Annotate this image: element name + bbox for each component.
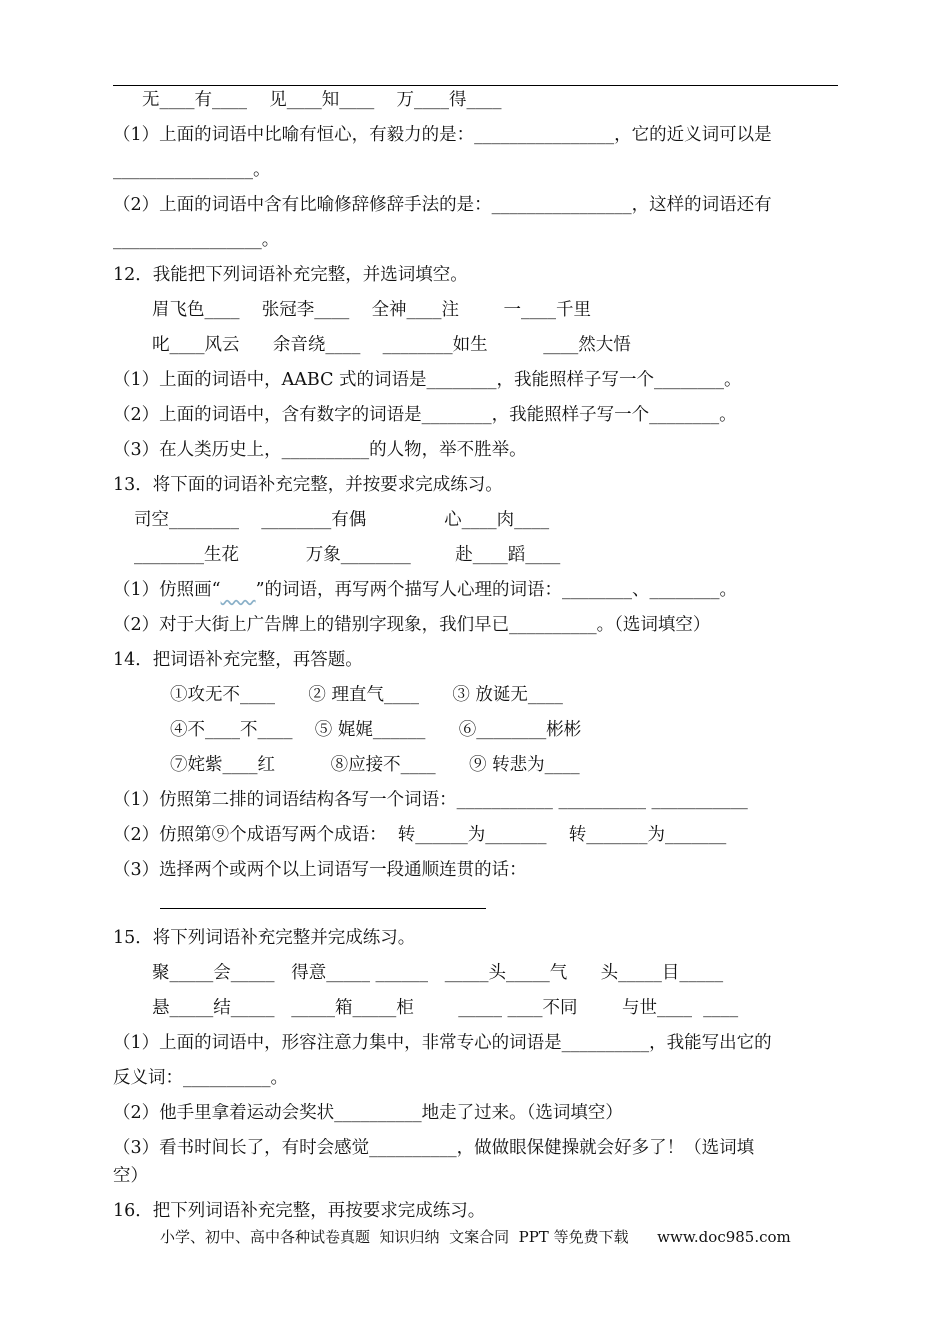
question-15-sub-3-line1: （3）看书时间长了，有时会感觉__________，做做眼保健操就会好多了！（选词填 <box>113 1138 755 1158</box>
question-13-words-row2: ________生花 万象________ 赴____蹈____ <box>134 545 561 565</box>
wavy-underline-mark <box>221 580 256 600</box>
question-12-title: 12．我能把下列词语补充完整，并选词填空。 <box>113 265 468 285</box>
question-sub-1-line2: ________________。 <box>113 160 271 180</box>
question-13-sub-1 <box>113 578 737 602</box>
question-13-title: 13．将下面的词语补充完整，并按要求完成练习。 <box>113 475 503 495</box>
word-row-top: 无____有____ 见____知____ 万____得____ <box>142 90 502 110</box>
question-12-words-row1: 眉飞色____ 张冠李____ 全神____注 一____千里 <box>152 300 592 320</box>
question-13-sub-1-start: （1）仿照画“ <box>113 580 221 600</box>
question-12-sub-1: （1）上面的词语中，AABC 式的词语是________，我能照样子写一个________。 <box>113 370 742 390</box>
question-14-sub-1: （1）仿照第二排的词语结构各写一个词语：___________ __________ ___________ <box>113 790 748 810</box>
question-12-words-row2: 叱____风云 余音绕____ ________如生 ____然大悟 <box>152 335 631 355</box>
question-15-title: 15．将下列词语补充完整并完成练习。 <box>113 928 416 948</box>
question-15-sub-3-line2: 空） <box>113 1166 148 1186</box>
question-12-sub-3: （3）在人类历史上，__________的人物，举不胜举。 <box>113 440 527 460</box>
answer-line <box>160 908 486 909</box>
question-14-words-row1: ①攻无不____ ② 理直气____ ③ 放诞无____ <box>170 685 563 705</box>
question-sub-2-line2: _________________。 <box>113 230 280 250</box>
question-15-words-row1: 聚_____会_____ 得意_____ ______ _____头_____气 头_____目_____ <box>152 963 724 983</box>
question-sub-1-line1: （1）上面的词语中比喻有恒心，有毅力的是：________________，它的近义词可以是 <box>113 125 772 145</box>
question-15-words-row2: 悬_____结_____ _____箱_____柜 _____ ____不同 与世____ ____ <box>152 998 739 1018</box>
question-16-title: 16．把下列词语补充完整，再按要求完成练习。 <box>113 1201 486 1221</box>
question-14-title: 14．把词语补充完整，再答题。 <box>113 650 363 670</box>
question-13-sub-2: （2）对于大街上广告牌上的错别字现象，我们早已__________。（选词填空） <box>113 615 711 635</box>
question-12-sub-2: （2）上面的词语中，含有数字的词语是________，我能照样子写一个________。 <box>113 405 737 425</box>
page-footer: 小学、初中、高中各种试卷真题 知识归纳 文案合同 PPT 等免费下载 www.doc985.com <box>160 1228 791 1246</box>
question-14-words-row3: ⑦姹紫____红 ⑧应接不____ ⑨ 转悲为____ <box>170 755 580 775</box>
question-15-sub-2: （2）他手里拿着运动会奖状__________地走了过来。（选词填空） <box>113 1103 623 1123</box>
question-sub-2-line1: （2）上面的词语中含有比喻修辞修辞手法的是：________________，这样的词语还有 <box>113 195 772 215</box>
question-14-sub-3: （3）选择两个或两个以上词语写一段通顺连贯的话： <box>113 860 527 880</box>
question-13-sub-1-end: ”的词语，再写两个描写人心理的词语：________、________。 <box>255 580 738 600</box>
header-rule <box>113 85 838 86</box>
question-14-sub-2: （2）仿照第⑨个成语写两个成语： 转______为_______ 转_______为_______ <box>113 825 727 845</box>
question-14-words-row2: ④不____不____ ⑤ 娓娓______ ⑥________彬彬 <box>170 720 582 740</box>
question-15-sub-1-line2: 反义词：__________。 <box>113 1068 288 1088</box>
question-15-sub-1-line1: （1）上面的词语中，形容注意力集中，非常专心的词语是__________，我能写出它的 <box>113 1033 772 1053</box>
question-13-words-row1: 司空________ ________有偶 心____肉____ <box>134 510 550 530</box>
